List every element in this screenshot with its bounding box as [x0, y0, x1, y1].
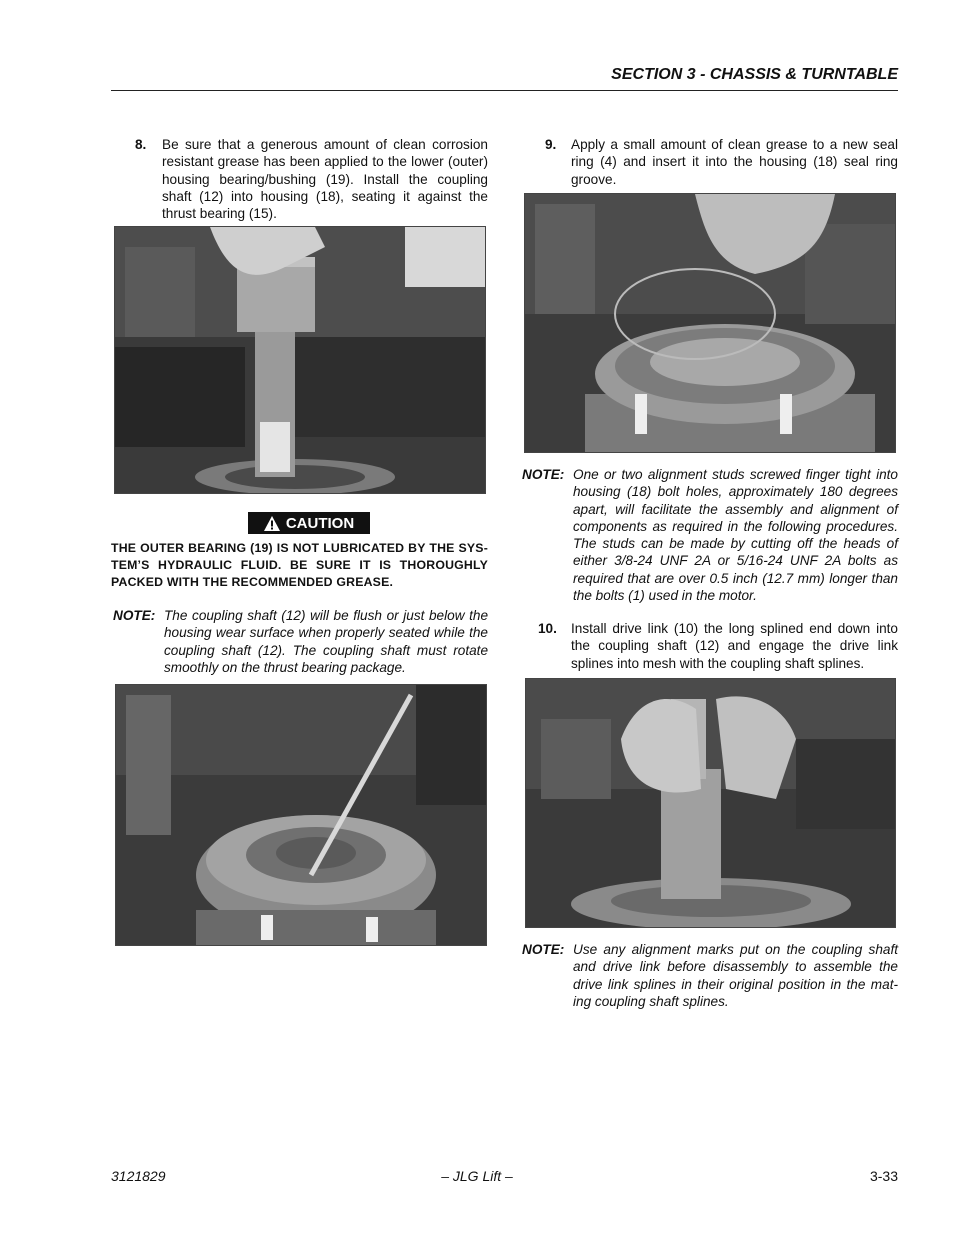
caution-label: CAUTION	[285, 514, 355, 532]
warning-triangle-icon	[264, 516, 280, 531]
doc-number: 3121829	[111, 1168, 166, 1184]
photo-coupling-shaft	[114, 226, 486, 494]
step-number: 9.	[545, 137, 557, 152]
step-number: 8.	[135, 137, 147, 152]
caution-badge	[248, 512, 370, 534]
step-text: Be sure that a generous amount of clean corrosion resistant grease has been applied to the lower (outer) housing bearing/bushing (19). Install the coupling shaft (12) into housing (18), seating it against the thrust bearing (15).	[162, 137, 488, 222]
section-title: SECTION 3 - CHASSIS & TURNTABLE	[611, 66, 898, 83]
note-alignment-marks	[522, 941, 898, 1010]
footer-center: – JLG Lift –	[441, 1168, 513, 1184]
photo-check-shaft	[115, 684, 487, 946]
note-text: Use any alignment marks put on the coupling shaft and drive link before disassembly to assemble the drive link splines in their original position in the mat-ing coupling shaft splines.	[573, 942, 898, 1009]
note-text: One or two alignment studs screwed finger tight into housing (18) bolt holes, approximately 180 degrees apart, will facilitate the assembly and alignment of components as required in the following procedures. The studs can be made by cutting off the heads of either 3/8-24 UNF 2A or 5/16-24 UNF 2A bolts as required that are over 0.5 inch (12.7 mm) longer than the bolts (1) used in the motor.	[573, 467, 898, 604]
note-flush	[113, 607, 488, 676]
step-10	[538, 620, 898, 672]
photo-seal-ring	[524, 193, 896, 453]
step-text: Apply a small amount of clean grease to a new seal ring (4) and insert it into the housing (18) seal ring groove.	[571, 137, 898, 187]
page-number: 3-33	[869, 1168, 898, 1184]
step-number: 10.	[538, 621, 557, 636]
step-9	[545, 136, 898, 188]
photo-drive-link	[525, 678, 896, 928]
page-header	[111, 62, 898, 91]
step-text: Install drive link (10) the long splined end down into the coupling shaft (12) and engage the drive link splines into mesh with the coupling shaft splines.	[571, 621, 898, 671]
note-alignment-studs	[522, 466, 898, 604]
note-label: NOTE:	[522, 467, 565, 482]
note-label: NOTE:	[113, 608, 156, 623]
note-label: NOTE:	[522, 942, 565, 957]
note-text: The coupling shaft (12) will be flush or just below the housing wear surface when properly seated while the coupling shaft (12). The coupling shaft must rotate smoothly on the thrust bearing package.	[164, 608, 488, 675]
step-8	[135, 136, 488, 222]
caution-text: THE OUTER BEARING (19) IS NOT LUBRICATED BY THE SYS-TEM’S HYDRAULIC FLUID. BE SURE IT IS THOROUGHLY PACKED WITH THE RECOMMENDED GREASE.	[111, 541, 488, 590]
